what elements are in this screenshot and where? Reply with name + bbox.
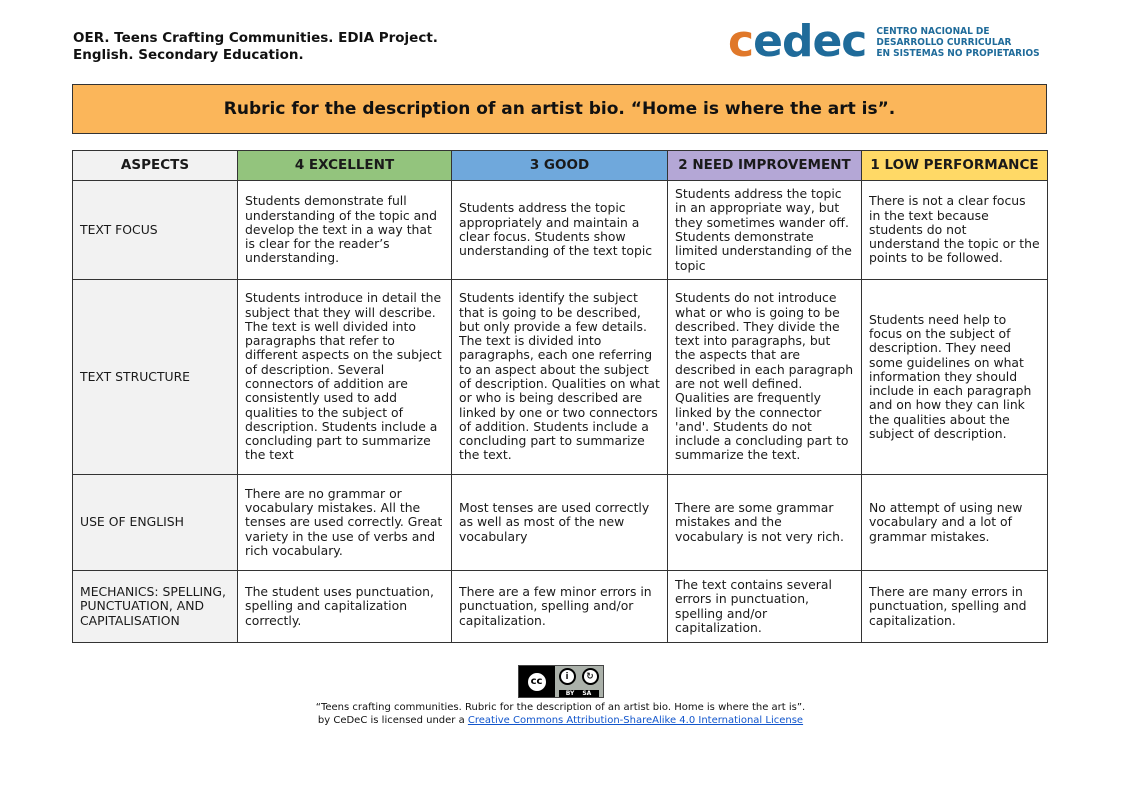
table-cell: Students introduce in detail the subject that they will describe. The text is well divided into paragraphs that refer to different aspects on the subject of description. Several connectors of addition are consistently used to add qualities to the subject of description. Students include a concluding part to summarize the text — [238, 280, 452, 475]
aspect-use-of-english: USE OF ENGLISH — [73, 475, 238, 571]
header-low-performance: 1 LOW PERFORMANCE — [862, 151, 1048, 181]
rubric-title: Rubric for the description of an artist bio. “Home is where the art is”. — [223, 99, 896, 119]
logo-subtitle: CENTRO NACIONAL DE DESARROLLO CURRICULAR EN SISTEMAS NO PROPIETARIOS — [876, 25, 1040, 59]
attribution-icon: i — [559, 668, 576, 685]
header-aspects: ASPECTS — [73, 151, 238, 181]
aspect-text-structure: TEXT STRUCTURE — [73, 280, 238, 475]
header-line-project: OER. Teens Crafting Communities. EDIA Project. — [73, 30, 438, 46]
table-row — [73, 475, 1048, 571]
cc-icon: cc — [526, 671, 548, 693]
share-alike-icon: ↻ — [582, 668, 599, 685]
credit-line-title: “Teens crafting communities. Rubric for the description of an artist bio. Home is where the art is”. — [315, 702, 806, 713]
table-cell: The text contains several errors in punctuation, spelling and/or capitalization. — [668, 571, 862, 643]
table-cell: No attempt of using new vocabulary and a lot of grammar mistakes. — [862, 475, 1048, 571]
table-cell: Students address the topic in an appropriate way, but they sometimes wander off. Students demonstrate limited understanding of the topic — [668, 181, 862, 280]
rubric-title-banner — [72, 84, 1047, 134]
table-cell: The student uses punctuation, spelling and capitalization correctly. — [238, 571, 452, 643]
rubric-table — [72, 150, 1048, 643]
aspect-mechanics: MECHANICS: SPELLING, PUNCTUATION, AND CAPITALISATION — [73, 571, 238, 643]
document-header — [73, 30, 438, 64]
table-cell: There are no grammar or vocabulary mistakes. All the tenses are used correctly. Great variety in the use of verbs and rich vocabulary. — [238, 475, 452, 571]
table-row — [73, 571, 1048, 643]
table-cell: There are a few minor errors in punctuation, spelling and/or capitalization. — [452, 571, 668, 643]
logo-wordmark: cedec — [728, 16, 867, 67]
table-header-row — [73, 151, 1048, 181]
cc-by-sa-badge[interactable] — [518, 665, 604, 698]
cc-sa-label: SA — [582, 690, 592, 697]
table-cell: There is not a clear focus in the text because students do not understand the topic or the points to be followed. — [862, 181, 1048, 280]
cedec-logo — [728, 16, 1040, 67]
cc-by-label: BY — [565, 690, 575, 697]
table-cell: Students address the topic appropriately and maintain a clear focus. Students show understanding of the text topic — [452, 181, 668, 280]
table-cell: There are some grammar mistakes and the vocabulary is not very rich. — [668, 475, 862, 571]
header-need-improvement: 2 NEED IMPROVEMENT — [668, 151, 862, 181]
header-excellent: 4 EXCELLENT — [238, 151, 452, 181]
table-row — [73, 280, 1048, 475]
header-line-subject: English. Secondary Education. — [73, 47, 304, 63]
license-link[interactable]: Creative Commons Attribution-ShareAlike 4.0 International License — [467, 715, 804, 726]
table-row — [73, 181, 1048, 280]
aspect-text-focus: TEXT FOCUS — [73, 181, 238, 280]
credit-line-prefix: by CeDeC is licensed under a — [317, 715, 465, 726]
table-cell: Students identify the subject that is going to be described, but only provide a few details. The text is divided into paragraphs, each one referring to an aspect about the subject of description. Qualities on what or who is being described are linked by one or two connectors of addition. Students include a concluding part to summarize the text. — [452, 280, 668, 475]
table-cell: Most tenses are used correctly as well as most of the new vocabulary — [452, 475, 668, 571]
license-footer — [0, 665, 1121, 727]
header-good: 3 GOOD — [452, 151, 668, 181]
credit-text — [0, 701, 1121, 727]
table-cell: There are many errors in punctuation, spelling and capitalization. — [862, 571, 1048, 643]
table-cell: Students demonstrate full understanding of the topic and develop the text in a way that is clear for the reader’s understanding. — [238, 181, 452, 280]
table-cell: Students do not introduce what or who is going to be described. They divide the text into paragraphs, but the aspects that are described in each paragraph are not well defined. Qualities are frequently linked by the connector 'and'. Students do not include a concluding part to summarize the text. — [668, 280, 862, 475]
table-cell: Students need help to focus on the subject of description. They need some guidelines on what information they should include in each paragraph and on how they can link the qualities about the subject of description. — [862, 280, 1048, 475]
